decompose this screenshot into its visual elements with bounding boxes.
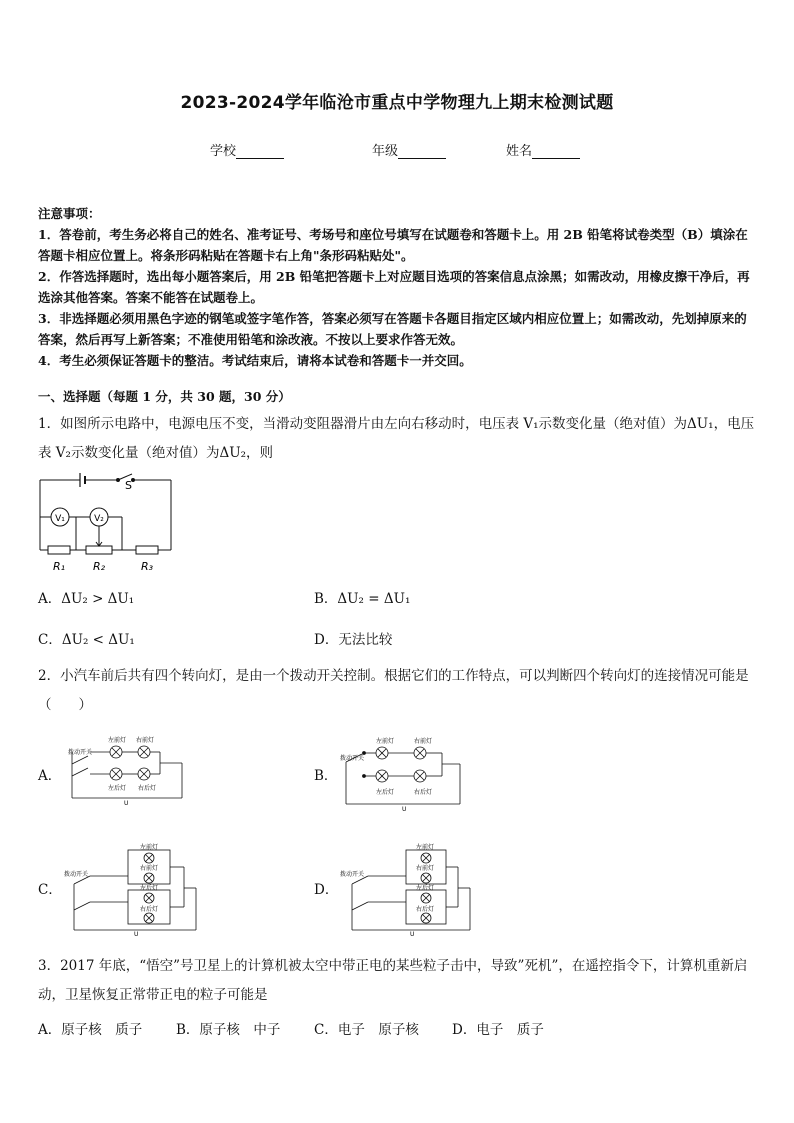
lamp-label-left-back: 左后灯 — [140, 885, 159, 892]
q3-option-d[interactable]: D．电子 质子 — [452, 1022, 544, 1038]
lamp-label-left-front: 左前灯 — [376, 738, 395, 745]
voltage-label: U — [134, 931, 139, 936]
lamp-label-right-front: 右前灯 — [416, 865, 435, 872]
q3-option-a[interactable]: A．原子核 质子 — [38, 1022, 143, 1038]
q2-figure-b — [336, 734, 466, 812]
lamp-label-right-back: 右后灯 — [140, 906, 159, 913]
lamp-label-right-back: 右后灯 — [414, 789, 433, 796]
lamp-label-right-back: 右后灯 — [138, 785, 157, 792]
switch-label: 拨动开关 — [64, 871, 89, 878]
question-3-text: 3．2017 年底，“悟空”号卫星上的计算机被太空中带正电的某些粒子击中，导致”死机”，在遥控指令下，计算机重新启动，卫星恢复正常带正电的粒子可能是 — [38, 958, 748, 1003]
lamp-label-left-back: 左后灯 — [108, 785, 127, 792]
notes-heading: 注意事项： — [38, 206, 101, 221]
q2-option-b-label[interactable]: B． — [314, 768, 338, 784]
section-heading: 一、选择题（每题 1 分，共 30 题，30 分） — [38, 389, 291, 404]
q2-option-c-label[interactable]: C． — [38, 882, 62, 898]
switch-label: S — [125, 479, 132, 492]
q2-figure-a — [64, 732, 186, 806]
lamp-label-right-back: 右后灯 — [416, 906, 435, 913]
switch-label: 拨动开关 — [340, 755, 365, 762]
grade-blank — [398, 146, 446, 159]
voltage-label: U — [410, 931, 415, 936]
q3-option-b[interactable]: B．原子核 中子 — [176, 1022, 281, 1038]
question-3 — [38, 952, 758, 1010]
q2-figure-d — [336, 840, 478, 936]
resistor-r1-label: R₁ — [53, 560, 66, 573]
resistor-r3-label: R₃ — [141, 560, 154, 573]
page-title: 2023-2024学年临沧市重点中学物理九上期末检测试题 — [180, 93, 614, 113]
lamp-label-right-front: 右前灯 — [140, 865, 159, 872]
grade-field — [372, 140, 446, 159]
lamp-label-left-front: 左前灯 — [416, 844, 435, 851]
notes-block — [38, 203, 758, 371]
q2-option-d-label[interactable]: D． — [314, 882, 339, 898]
school-blank — [236, 146, 284, 159]
note-item: 3．非选择题必须用黑色字迹的钢笔或签字笔作答，答案必须写在答题卡各题目指定区域内相应位置上；如需改动，先划掉原来的答案，然后再写上新答案；不准使用铅笔和涂改液。不按以上要求作答无效。 — [38, 311, 747, 347]
voltage-label: U — [124, 800, 129, 806]
name-label: 姓名 — [506, 144, 533, 159]
q2-option-a-label[interactable]: A． — [38, 768, 62, 784]
note-item: 4．考生必须保证答题卡的整洁。考试结束后，请将本试卷和答题卡一并交回。 — [38, 353, 472, 368]
note-item: 1．答卷前，考生务必将自己的姓名、准考证号、考场号和座位号填写在试题卷和答题卡上。用 2B 铅笔将试卷类型（B）填涂在答题卡相应位置上。将条形码粘贴在答题卡右上角"条形码粘贴处"。 — [38, 227, 748, 263]
resistor-r2-label: R₂ — [93, 560, 106, 573]
q3-option-c[interactable]: C．电子 原子核 — [314, 1022, 419, 1038]
school-label: 学校 — [210, 144, 237, 159]
q1-option-c[interactable]: C．ΔU₂ < ΔU₁ — [38, 632, 135, 648]
grade-label: 年级 — [372, 144, 399, 159]
switch-label: 拨动开关 — [340, 871, 365, 878]
lamp-label-left-back: 左后灯 — [416, 885, 435, 892]
switch-label: 拨动开关 — [68, 749, 93, 756]
q1-option-d[interactable]: D．无法比较 — [314, 632, 393, 648]
question-2 — [38, 662, 758, 720]
question-1 — [38, 410, 758, 468]
lamp-label-right-front: 右前灯 — [414, 738, 433, 745]
lamp-label-right-front: 右前灯 — [136, 737, 155, 744]
q2-figure-c — [60, 840, 202, 936]
voltmeter-v1-label: V₁ — [55, 514, 65, 524]
voltmeter-v2-label: V₂ — [94, 514, 104, 524]
question-1-text: 1．如图所示电路中，电源电压不变，当滑动变阻器滑片由左向右移动时，电压表 V₁示数变化量（绝对值）为ΔU₁，电压表 V₂示数变化量（绝对值）为ΔU₂，则 — [38, 416, 755, 461]
question-1-circuit-figure — [36, 470, 176, 578]
name-field — [506, 140, 580, 159]
question-2-text: 2．小汽车前后共有四个转向灯，是由一个拨动开关控制。根据它们的工作特点，可以判断四个转向灯的连接情况可能是（ ） — [38, 668, 749, 713]
lamp-label-left-back: 左后灯 — [376, 789, 395, 796]
lamp-label-left-front: 左前灯 — [140, 844, 159, 851]
lamp-label-left-front: 左前灯 — [108, 737, 127, 744]
q1-option-b[interactable]: B．ΔU₂ = ΔU₁ — [314, 591, 411, 607]
name-blank — [532, 146, 580, 159]
voltage-label: U — [402, 806, 407, 812]
q1-option-a[interactable]: A．ΔU₂ > ΔU₁ — [38, 591, 135, 607]
school-field — [210, 140, 284, 159]
note-item: 2．作答选择题时，选出每小题答案后，用 2B 铅笔把答题卡上对应题目选项的答案信息点涂黑；如需改动，用橡皮擦干净后，再选涂其他答案。答案不能答在试题卷上。 — [38, 269, 750, 305]
